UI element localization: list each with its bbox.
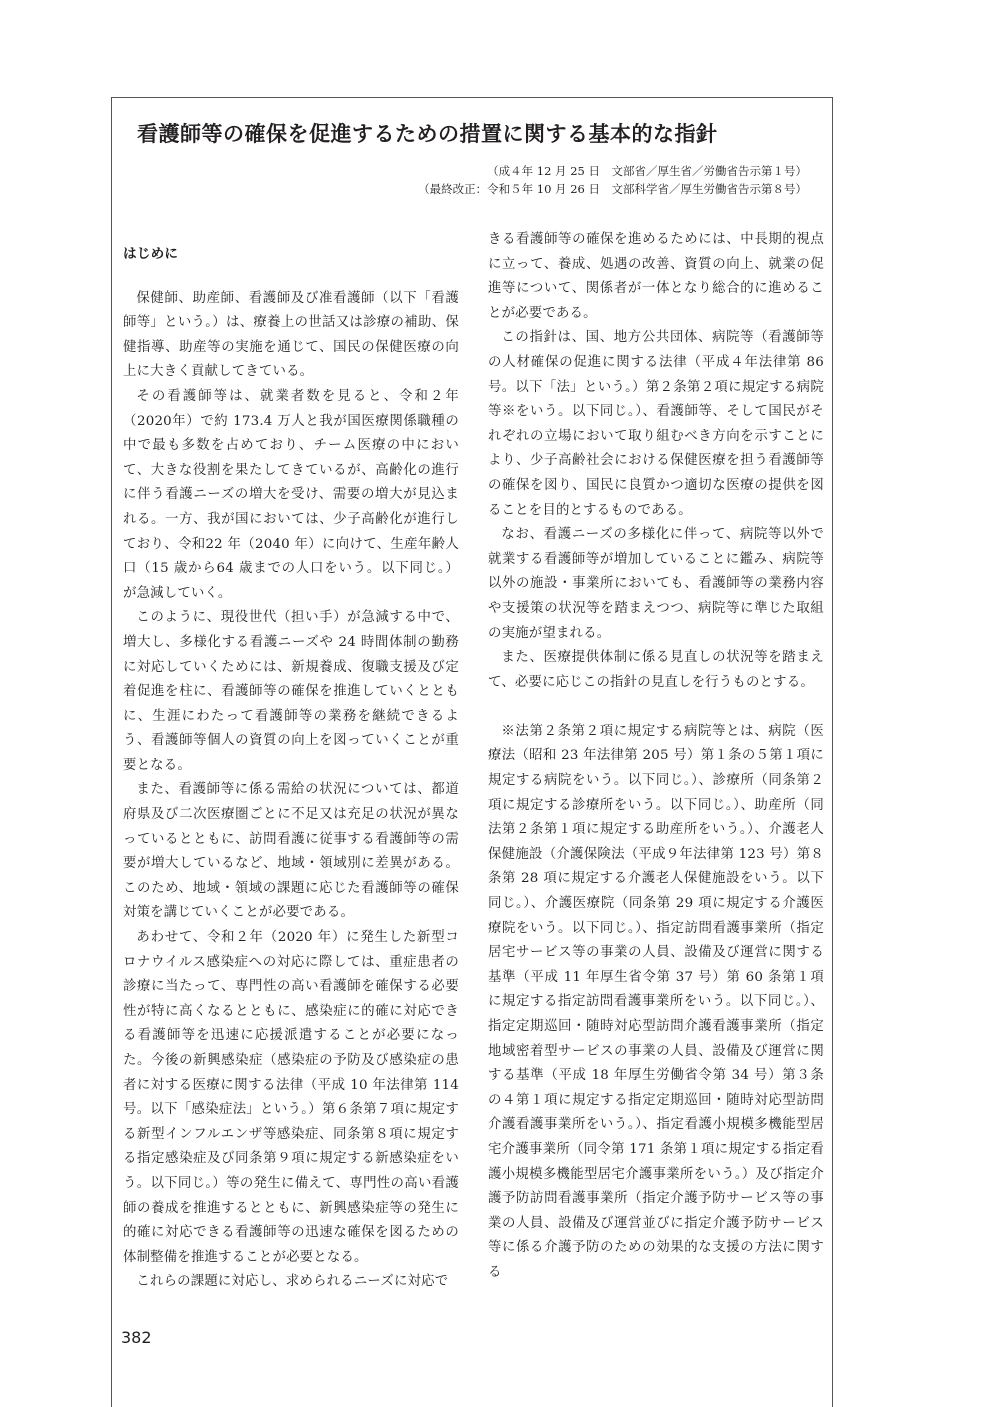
paragraph-2: その看護師等は、就業者数を見ると、令和２年（2020年）で約 173.4 万人と我が国医療関係職種の中で最も多数を占めており、チーム医療の中において、大きな役割を果たしてきているが、高齢化の進行に伴う看護ニーズの増大を受け、需要の増大が見込まれる。一方、我が国においては、少子高齢化が進行しており、令和22 年（2040 年）に向けて、生産年齢人口（15 歳から64 歳までの人口をいう。以下同じ。）が急減していく。 [123, 388, 459, 601]
spacer [488, 695, 824, 720]
paragraph-3: このように、現役世代（担い手）が急減する中で、増大し、多様化する看護ニーズや 24 時間体制の勤務に対応していくためには、新規養成、復職支援及び定着促進を柱に、看護師等の確保を推進していくとともに、生涯にわたって看護師等の業務を継続できるよう、看護師等個人の資質の向上を図っていくことが重要となる。 [123, 610, 459, 773]
right-column [488, 228, 824, 1286]
paragraph-8: なお、看護ニーズの多様化に伴って、病院等以外で就業する看護師等が増加していることに鑑み、病院等以外の施設・事業所においても、看護師等の業務内容や支援策の状況等を踏まえつつ、病院等に準じた取組の実施が望まれる。 [488, 527, 824, 641]
notice-line-2: （最終改正：令和５年 10 月 26 日 文部科学省／厚生労働省告示第８号） [418, 182, 807, 196]
page-number: 382 [121, 1328, 152, 1347]
paragraph-1: 保健師、助産師、看護師及び准看護師（以下「看護師等」という。）は、療養上の世話又は診療の補助、保健指導、助産等の実施を通じて、国民の保健医療の向上に大きく貢献してきている。 [123, 290, 459, 380]
paragraph-6-continued: きる看護師等の確保を進めるためには、中長期的視点に立って、養成、処遇の改善、資質の向上、就業の促進等について、関係者が一体となり総合的に進めることが必要である。 [488, 232, 824, 321]
footnote: ※法第２条第２項に規定する病院等とは、病院（医療法（昭和 23 年法律第 205 号）第１条の５第１項に規定する病院をいう。以下同じ。）、診療所（同条第２項に規定する診療所をいう。以下同じ。）、助産所（同法第２条第１項に規定する助産所をいう。）、介護老人保健施設（介護保険法（平成９年法律第 123 号）第８条第 28 項に規定する介護老人保健施設をいう。以下同じ。）、介護医療院（同条第 29 項に規定する介護医療院をいう。以下同じ。）、指定訪問看護事業所（指定居宅サービス等の事業の人員、設備及び運営に関する基準（平成 11 年厚生省令第 37 号）第 60 条第１項に規定する指定訪問看護事業所をいう。以下同じ。）、指定定期巡回・随時対応型訪問介護看護事業所（指定地域密着型サービスの事業の人員、設備及び運営に関する基準（平成 18 年厚生労働省令第 34 号）第３条の４第１項に規定する指定定期巡回・随時対応型訪問介護看護事業所をいう。）、指定看護小規模多機能型居宅介護事業所（同令第 171 条第１項に規定する指定看護小規模多機能型居宅介護事業所をいう。）及び指定介護予防訪問看護事業所（指定介護予防サービス等の事業の人員、設備及び運営並びに指定介護予防サービス等に係る介護予防のための効果的な支援の方法に関する [488, 723, 824, 1280]
paragraph-9: また、医療提供体制に係る見直しの状況等を踏まえて、必要に応じこの指針の見直しを行うものとする。 [488, 650, 824, 690]
paragraph-4: また、看護師等に係る需給の状況については、都道府県及び二次医療圏ごとに不足又は充足の状況が異なっているとともに、訪問看護に従事する看護師等の需要が増大しているなど、地域・領域別に差異がある。このため、地域・領域の課題に応じた看護師等の確保対策を講じていくことが必要である。 [123, 782, 459, 921]
notice-line-1: （成４年 12 月 25 日 文部省／厚生省／労働省告示第１号） [487, 164, 807, 178]
paragraph-7: この指針は、国、地方公共団体、病院等（看護師等の人材確保の促進に関する法律（平成４年法律第 86号。以下「法」という。）第２条第２項に規定する病院等※をいう。以下同じ。）、看護師等、そして国民がそれぞれの立場において取り組むべき方向を示すことにより、少子高齢社会における保健医療を担う看護師等の確保を図り、国民に良質かつ適切な医療の提供を図ることを目的とするものである。 [488, 330, 824, 518]
section-heading: はじめに [123, 246, 179, 262]
document-title: 看護師等の確保を促進するための措置に関する基本的な指針 [137, 122, 718, 146]
paragraph-5: あわせて、令和２年（2020 年）に発生した新型コロナウイルス感染症への対応に際しては、重症患者の診療に当たって、専門性の高い看護師を確保する必要性が特に高くなるとともに、感染症に的確に対応できる看護師等を迅速に応援派遣することが必要になった。今後の新興感染症（感染症の予防及び感染症の患者に対する医療に関する法律（平成 10 年法律第 114 号。以下「感染症法」という。）第６条第７項に規定する新型インフルエンザ等感染症、同条第８項に規定する指定感染症及び同条第９項に規定する新感染症をいう。以下同じ。）等の発生に備えて、専門性の高い看護師の養成を推進するとともに、新興感染症等の発生に的確に対応できる看護師等の迅速な確保を図るための体制整備を推進することが必要となる。 [123, 930, 459, 1265]
left-column [123, 228, 459, 1295]
paragraph-6: これらの課題に対応し、求められるニーズに対応で [136, 1274, 449, 1290]
